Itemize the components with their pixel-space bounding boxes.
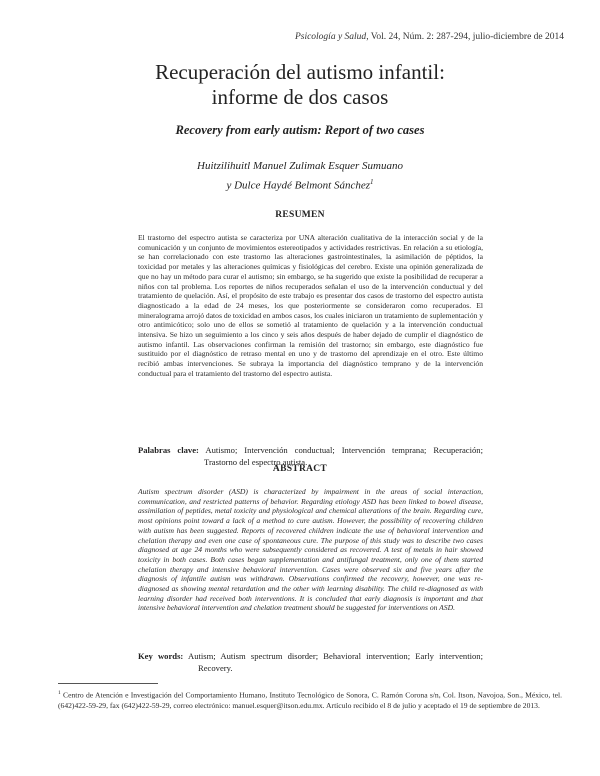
journal-name: Psicología y Salud: [294, 32, 367, 42]
author-footnote-mark: 1: [370, 178, 374, 186]
resumen-heading: RESUMEN: [275, 210, 325, 220]
key-words-text: Autism; Autism spectrum disorder; Behavioral intervention; Early intervention; Recovery.: [188, 651, 483, 673]
title-line-1: Recuperación del autismo infantil:: [155, 60, 445, 84]
footnote-divider: [58, 683, 158, 684]
article-title: [0, 60, 600, 110]
abstract-paragraph: Autism spectrum disorder (ASD) is characterized by impairment in the areas of social interaction, communication, and restricted patterns of behavior. Regarding etiology ASD has been linked to bowel disease, assimilation of peptides, metal toxicity and physiological and chemical alterations of the brain. Regarding cure, most opinions point toward a lack of a method to cure autism. However, the possibility of recovering children with autism has been suggested. Reports of recovered children indicate the use of behavioral intervention and chelation therapy and even one case of spontaneous cure. The purpose of this study was to describe two cases diagnosed at age 24 months who were subsequently considered as recovered. A test of metals in hair showed toxicity in both cases. Both cases began supplementation and antifungal treatment, only one of them started chelation therapy and intensive behavioral intervention. Cases were observed six and five years after the diagnosis of infantile autism was withdrawn. Observations confirmed the recovery, however, one was re-diagnosed as showing mental retardation and the other with learning disability. The child re-diagnosed as with learning disorder had received both interventions. It is concluded that early diagnosis is important and that intensive behavioral intervention and chelation treatment should be suggested for interventions on ASD.: [138, 487, 483, 613]
resumen-text: [138, 233, 483, 379]
title-line-2: informe de dos casos: [211, 85, 389, 109]
resumen-paragraph: El trastorno del espectro autista se caracteriza por UNA alteración cualitativa de la interacción social y de la comunicación y un conjunto de movimientos estereotipados y actividades restrictivas. En relación a su etiología, se han correlacionado con este trastorno las alteraciones gastrointestinales, la asimilación de péptidos, la toxicidad por metales y las alteraciones químicas y fisiológicas del cerebro. Existe una opinión generalizada de que no hay un método para curar el autismo; sin embargo, se ha sugerido que existe la posibilidad de recuperar a niños con tal problema. Los reportes de niños recuperados señalan el uso de la intervención conductual y del tratamiento de quelación. Así, el propósito de este trabajo es presentar dos casos de trastorno del espectro autista diagnosticado a la edad de 24 meses, los que posteriormente se consideraron como recuperados. El mineralograma arrojó datos de toxicidad en ambos casos, los cuales iniciaron un tratamiento de suplementación y otro antimicótico; solo uno de ellos se sometió al tratamiento de quelación y a la intervención conductual intensiva. Se hizo un seguimiento a los cinco y seis años después de haber dejado de cumplir el diagnóstico de autismo infantil. Las observaciones confirman la remisión del trastorno; sin embargo, este diagnóstico fue sustituido por el diagnóstico de retraso mental en uno y de trastorno del aprendizaje en el otro. Este último recibió ambas intervenciones. Se subraya la importancia del diagnóstico temprano y de la intervención conductual para el tratamiento del trastorno del espectro autista.: [138, 233, 483, 378]
palabras-clave-label: Palabras clave:: [138, 445, 199, 455]
footnote: [58, 688, 562, 712]
abstract-text: [138, 487, 483, 613]
abstract-heading: ABSTRACT: [272, 464, 328, 474]
citation-info: , Vol. 24, Núm. 2: 287-294, julio-diciembre de 2014: [366, 32, 564, 42]
authors: [0, 158, 600, 194]
authors-line-1: Huitzilihuitl Manuel Zulimak Esquer Sumuano: [197, 160, 403, 172]
running-header: [36, 32, 564, 42]
footnote-text: Centro de Atención e Investigación del Comportamiento Humano, Instituto Tecnológico de Sonora, C. Ramón Corona s/n, Col. Itson, Navojoa, Son., México, tel. (642)422-59-29, fax (642)422-59-29, correo electrónico: manuel.esquer@itson.edu.mx. Artículo recibido el 8 de julio y aceptado el 19 de septiembre de 2013.: [58, 690, 562, 711]
authors-line-2: y Dulce Haydé Belmont Sánchez: [226, 179, 371, 192]
key-words-label: Key words:: [138, 651, 184, 661]
footnote-mark: 1: [58, 690, 61, 696]
article-subtitle: Recovery from early autism: Report of two cases: [175, 123, 425, 137]
key-words: [138, 651, 483, 674]
palabras-clave-text: Autismo; Intervención conductual; Intervención temprana; Recuperación; Trastorno del espectro autista.: [204, 445, 483, 467]
